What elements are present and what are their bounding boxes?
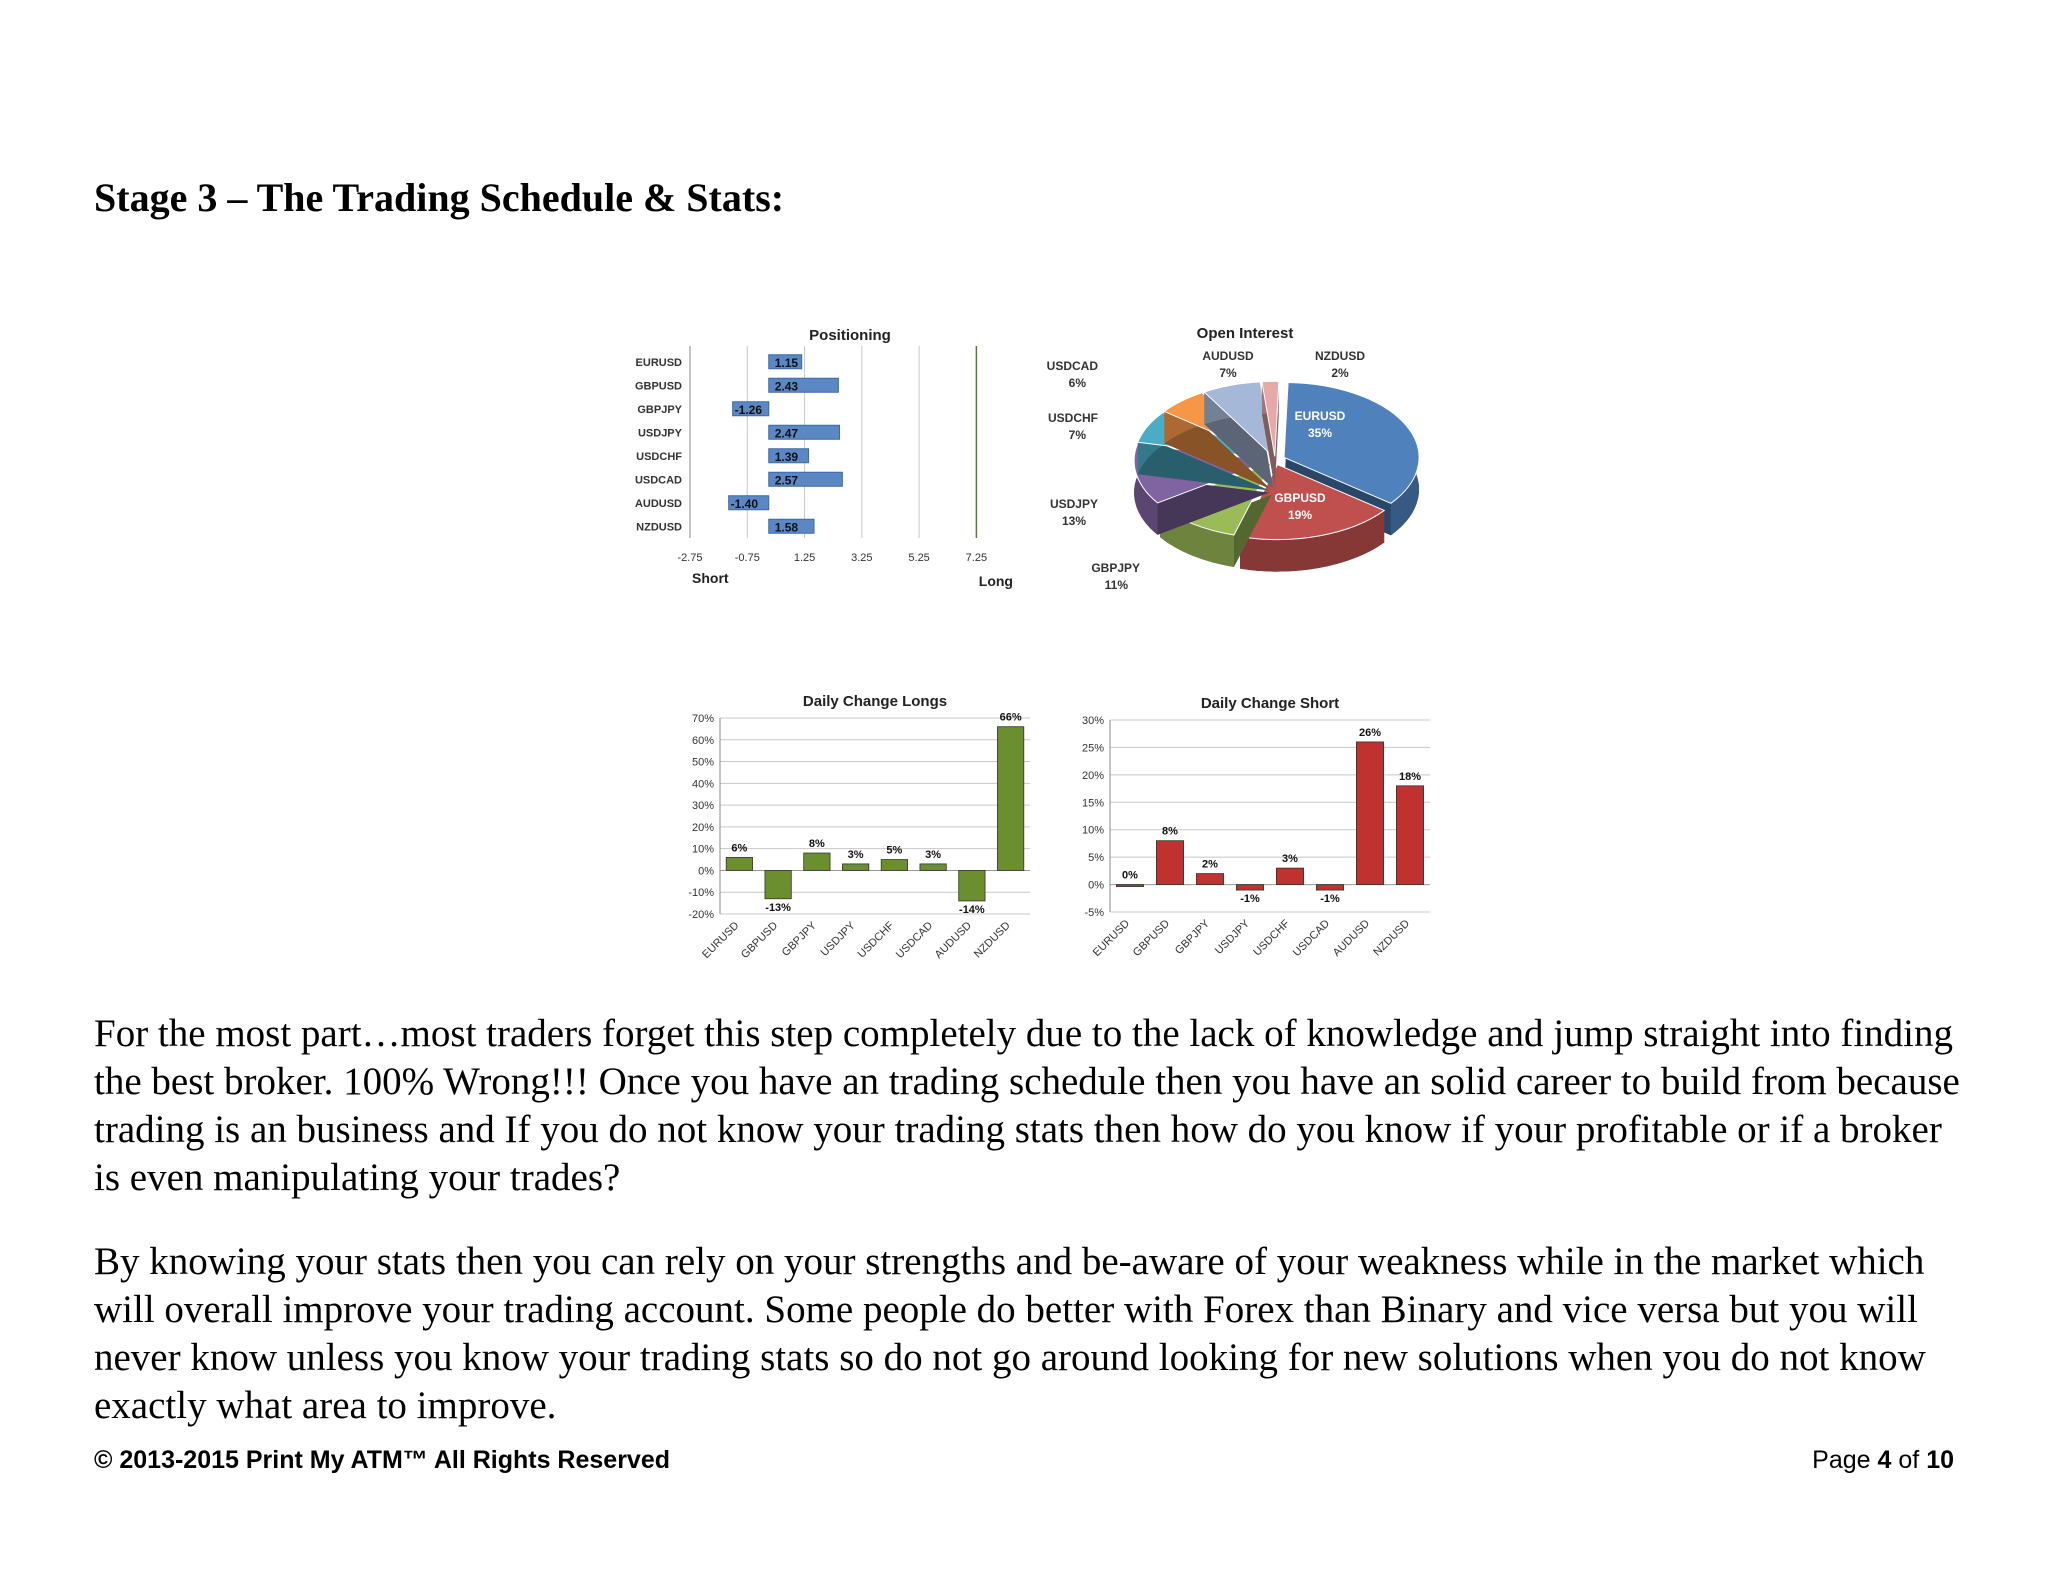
pie-label: USDCHF — [1048, 411, 1098, 425]
value-label: 5% — [886, 844, 903, 857]
category-label: AUDUSD — [634, 497, 682, 510]
x-tick-label: -0.75 — [734, 552, 760, 564]
value-label: -1% — [1240, 893, 1260, 906]
value-label: -1.26 — [734, 402, 763, 417]
y-tick-label: 60% — [691, 734, 714, 747]
y-tick-label: -10% — [688, 887, 714, 900]
y-tick-label: 30% — [1081, 715, 1104, 727]
of-word: of — [1898, 1446, 1920, 1474]
y-tick-label: 0% — [1088, 879, 1104, 892]
bar — [1196, 874, 1223, 885]
chart-title: Daily Change Longs — [802, 693, 948, 710]
bar — [804, 853, 830, 870]
x-label-short: Short — [692, 570, 729, 586]
category-label: USDCAD — [634, 474, 682, 487]
pie-label: EURUSD — [1294, 409, 1346, 423]
y-tick-label: 40% — [691, 778, 714, 791]
bar — [1156, 841, 1183, 885]
category-label: USDCAD — [1290, 917, 1333, 959]
pie-label: USDJPY — [1049, 497, 1098, 511]
category-label: EURUSD — [700, 919, 742, 961]
value-label: 3% — [925, 848, 942, 861]
bar — [1356, 742, 1383, 885]
chart-title: Daily Change Short — [1200, 695, 1340, 712]
open-interest-chart — [1047, 325, 1419, 592]
pie-value-label: 35% — [1307, 426, 1333, 440]
pie-label: AUDUSD — [1202, 349, 1254, 363]
bar — [726, 857, 752, 870]
category-label: EURUSD — [635, 356, 682, 369]
pie-label: NZDUSD — [1315, 349, 1365, 363]
pie-value-label: 2% — [1331, 366, 1349, 380]
x-tick-label: 7.25 — [965, 552, 988, 564]
bar — [1316, 885, 1343, 890]
forex-stats-charts — [620, 310, 1440, 990]
value-label: 2% — [1202, 858, 1218, 871]
category-label: NZDUSD — [1371, 917, 1413, 959]
y-tick-label: -20% — [688, 909, 714, 921]
chart-title: Open Interest — [1196, 325, 1294, 342]
y-tick-label: 20% — [1081, 769, 1104, 782]
value-label: -1% — [1320, 893, 1340, 906]
total-pages: 10 — [1926, 1446, 1954, 1474]
bar — [997, 727, 1023, 871]
value-label: 0% — [1122, 869, 1138, 882]
value-label: -14% — [959, 903, 985, 916]
category-label: USDJPY — [818, 919, 858, 959]
current-page: 4 — [1877, 1446, 1892, 1474]
pie-label: GBPUSD — [1274, 491, 1326, 505]
value-label: 1.58 — [774, 520, 799, 535]
category-label: USDCAD — [893, 919, 936, 961]
section-heading: Stage 3 – The Trading Schedule & Stats: — [94, 175, 785, 220]
category-label: GBPJPY — [637, 403, 682, 416]
category-label: EURUSD — [1090, 917, 1133, 959]
pie-value-label: 7% — [1068, 428, 1086, 442]
y-tick-label: 15% — [1081, 797, 1104, 810]
bar — [959, 870, 985, 900]
daily-change-short-chart — [1082, 695, 1430, 959]
value-label: 8% — [808, 838, 825, 851]
bar — [1236, 885, 1263, 890]
y-tick-label: 10% — [1081, 824, 1104, 837]
value-label: 8% — [1162, 825, 1178, 838]
paragraph-2: By knowing your stats then you can rely on your strengths and be-aware of your weakness while in the market which will overall improve your trading account. Some people do better with Forex than Binary and vice versa but you will never know unless you know your trading stats so do not go around looking for new solutions when you do not know exactly what area to improve. — [94, 1240, 1926, 1427]
y-tick-label: 10% — [691, 843, 714, 856]
category-label: NZDUSD — [971, 919, 1013, 961]
value-label: 1.15 — [774, 355, 799, 370]
footer-page-number — [1812, 1446, 1954, 1475]
positioning-chart — [635, 327, 1013, 589]
y-tick-label: 30% — [691, 800, 714, 813]
pie-label: GBPJPY — [1091, 561, 1140, 575]
paragraph-1: For the most part…most traders forget this step completely due to the lack of knowledge and jump straight into finding the best broker. 100% Wrong!!! Once you have an trading schedule then you have an solid career to build from because trading is an business and If you do not know your trading stats then how do you know if your profitable or if a broker is even manipulating your trades? — [94, 1012, 1960, 1199]
value-label: -1.40 — [730, 496, 759, 511]
category-label: USDJPY — [637, 427, 682, 440]
bar — [1396, 786, 1423, 885]
pie-value-label: 19% — [1287, 508, 1313, 522]
x-label-long: Long — [978, 573, 1013, 589]
x-tick-label: 5.25 — [908, 552, 930, 564]
category-label: AUDUSD — [932, 919, 974, 961]
category-label: GBPJPY — [779, 919, 819, 959]
pie-value-label: 7% — [1219, 366, 1237, 380]
category-label: GBPUSD — [634, 380, 682, 393]
value-label: 3% — [847, 848, 864, 861]
bar — [881, 860, 907, 871]
value-label: 18% — [1398, 770, 1422, 783]
value-label: 2.43 — [774, 379, 799, 394]
y-tick-label: 5% — [1088, 852, 1104, 865]
value-label: 66% — [999, 711, 1022, 724]
category-label: GBPUSD — [1130, 917, 1173, 959]
pie-value-label: 13% — [1061, 514, 1086, 528]
pie-value-label: 11% — [1104, 578, 1128, 592]
bar — [1276, 868, 1303, 884]
y-tick-label: 70% — [691, 713, 714, 725]
value-label: 2.47 — [774, 426, 799, 441]
category-label: USDCHF — [855, 919, 897, 961]
y-tick-label: 50% — [691, 756, 714, 769]
y-tick-label: -5% — [1084, 907, 1104, 919]
value-label: -13% — [765, 901, 791, 914]
category-label: GBPJPY — [1172, 917, 1213, 957]
y-tick-label: 0% — [698, 865, 714, 878]
category-label: USDCHF — [636, 450, 682, 463]
category-label: USDCHF — [1251, 917, 1293, 959]
value-label: 3% — [1282, 853, 1298, 866]
x-tick-label: 3.25 — [851, 552, 873, 564]
value-label: 26% — [1358, 726, 1382, 739]
footer-copyright: © 2013-2015 Print My ATM™ All Rights Reserved — [94, 1446, 671, 1474]
daily-change-longs-chart — [688, 693, 1030, 961]
x-tick-label: -2.75 — [677, 552, 703, 564]
y-tick-label: 25% — [1081, 742, 1104, 755]
page-word: Page — [1812, 1446, 1871, 1474]
category-label: NZDUSD — [636, 521, 682, 534]
bar — [920, 864, 946, 871]
value-label: 6% — [731, 842, 748, 855]
category-label: AUDUSD — [1330, 917, 1373, 959]
x-tick-label: 1.25 — [793, 552, 816, 564]
pie-value-label: 6% — [1068, 376, 1086, 390]
category-label: GBPUSD — [738, 919, 781, 961]
bar — [842, 864, 868, 871]
category-label: USDJPY — [1212, 917, 1253, 957]
pie-label: USDCAD — [1046, 359, 1098, 373]
bar — [1116, 885, 1143, 887]
y-tick-label: 20% — [691, 821, 714, 834]
value-label: 2.57 — [774, 473, 799, 488]
bar — [765, 870, 791, 898]
value-label: 1.39 — [774, 449, 799, 464]
chart-title: Positioning — [809, 327, 891, 344]
